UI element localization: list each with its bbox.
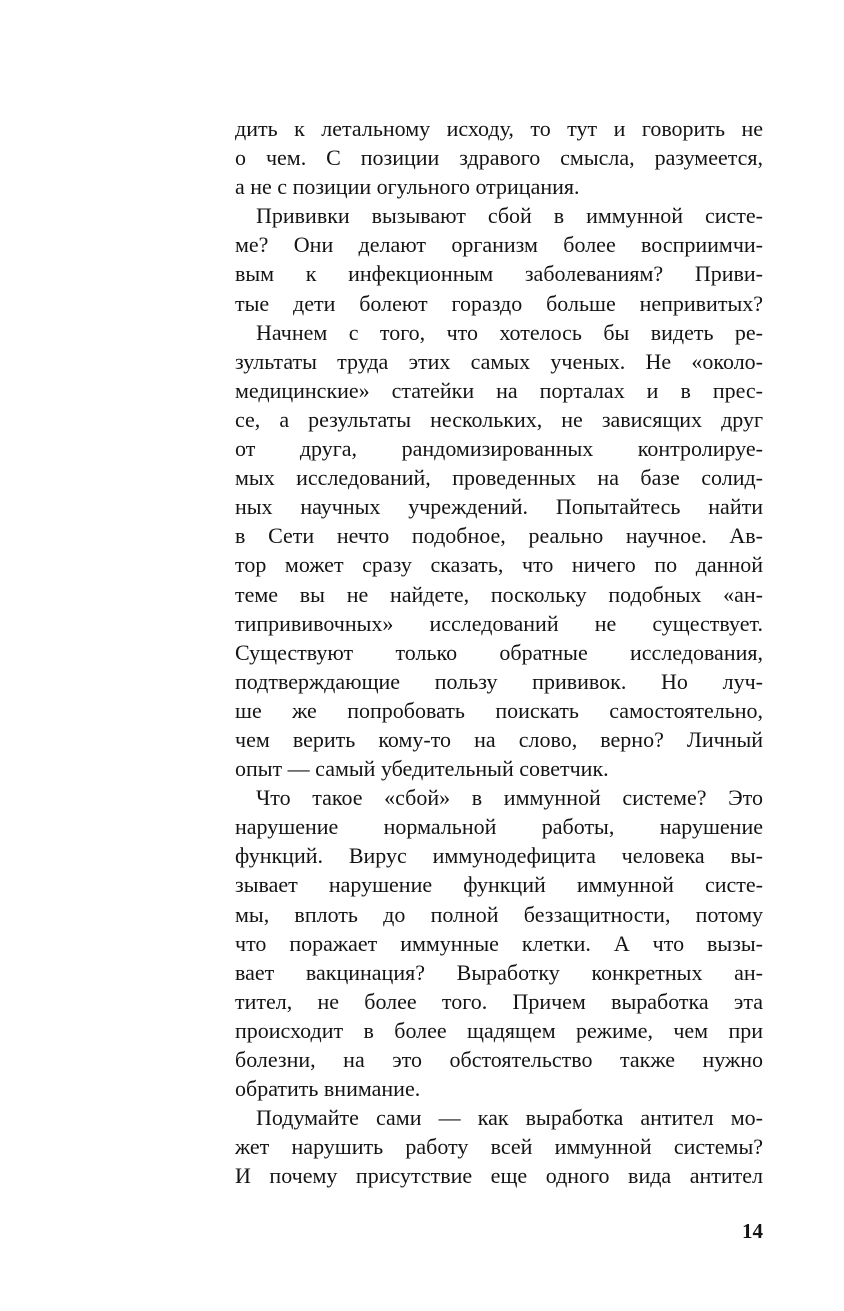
body-text	[235, 114, 763, 1190]
text-line: тые дети болеют гораздо больше непривитых?	[235, 290, 763, 316]
text-line: ме? Они делают организм более восприимчи-	[235, 232, 763, 258]
text-line: нарушение нормальной работы, нарушение	[235, 814, 763, 840]
paragraph	[235, 1103, 763, 1190]
text-line: типрививочных» исследований не существует.	[235, 610, 763, 636]
paragraph	[235, 114, 763, 201]
text-line: подтверждающие пользу прививок. Но луч-	[235, 668, 763, 694]
text-line: Существуют только обратные исследования,	[235, 639, 763, 665]
page-number: 14	[742, 1219, 763, 1243]
text-line: тител, не более того. Причем выработка эта	[235, 988, 763, 1014]
text-line: теме вы не найдете, поскольку подобных «ан-	[235, 581, 763, 607]
text-line: происходит в более щадящем режиме, чем при	[235, 1017, 763, 1043]
text-line: зультаты труда этих самых ученых. Не «около-	[235, 348, 763, 374]
text-line: от друга, рандомизированных контролируе-	[235, 436, 763, 462]
text-line: Подумайте сами — как выработка антител мо-	[256, 1105, 763, 1131]
text-line: вым к инфекционным заболеваниям? Приви-	[235, 261, 763, 287]
text-line: зывает нарушение функций иммунной систе-	[235, 872, 763, 898]
text-line: Начнем с того, что хотелось бы видеть ре-	[256, 319, 763, 345]
text-line: чем верить кому-то на слово, верно? Личный	[235, 726, 763, 752]
text-line: жет нарушить работу всей иммунной системы?	[235, 1134, 763, 1160]
text-line: дить к летальному исходу, то тут и говорить не	[235, 116, 763, 141]
text-line: мы, вплоть до полной беззащитности, потому	[235, 901, 763, 927]
text-line: обратить внимание.	[235, 1076, 421, 1102]
text-line: а не с позиции огульного отрицания.	[235, 174, 580, 200]
text-line: се, а результаты нескольких, не зависящих друг	[235, 406, 763, 432]
text-line: ше же попробовать поискать самостоятельно,	[235, 697, 763, 723]
text-line: что поражает иммунные клетки. А что вызы-	[235, 930, 763, 956]
text-line: функций. Вирус иммунодефицита человека вы-	[235, 843, 763, 869]
paragraph	[235, 783, 763, 1103]
text-line: Прививки вызывают сбой в иммунной систе-	[256, 203, 763, 229]
text-line: медицинские» статейки на порталах и в прес-	[235, 377, 763, 403]
text-line: мых исследований, проведенных на базе солид-	[235, 465, 763, 491]
text-line: в Сети нечто подобное, реально научное. Ав-	[235, 523, 763, 549]
text-line: ных научных учреждений. Попытайтесь найти	[235, 494, 763, 520]
text-line: о чем. С позиции здравого смысла, разумеется,	[235, 145, 763, 171]
text-line: тор может сразу сказать, что ничего по данной	[235, 552, 763, 578]
paragraph	[235, 318, 763, 784]
text-line: И почему присутствие еще одного вида антител	[235, 1163, 763, 1189]
text-line: болезни, на это обстоятельство также нужно	[235, 1047, 763, 1072]
text-line: опыт — самый убедительный советчик.	[235, 756, 609, 782]
text-line: Что такое «сбой» в иммунной системе? Это	[256, 785, 763, 811]
text-line: вает вакцинация? Выработку конкретных ан-	[235, 959, 763, 985]
paragraph	[235, 201, 763, 317]
